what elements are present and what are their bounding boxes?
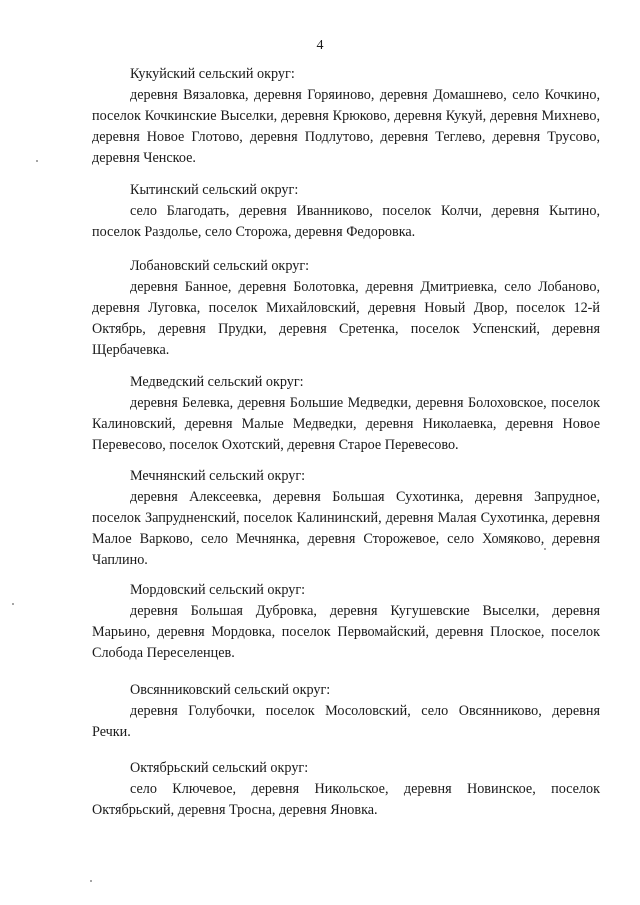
section-ovsyannikovo (92, 680, 600, 743)
page-number: 4 (316, 38, 324, 53)
scan-speck (544, 548, 546, 550)
section-title: Медведский сельский округ: (130, 374, 304, 390)
section-body: деревня Большая Дубровка, деревня Кугушевские Выселки, деревня Марьино, деревня Мордовка, поселок Первомайский, деревня Плоское, поселок Слобода Переселенцев. (92, 603, 600, 661)
section-mechnyanka (92, 466, 600, 571)
section-lobanovo (92, 256, 600, 361)
scan-speck (90, 880, 92, 882)
section-kukuy (92, 64, 600, 169)
section-body: село Ключевое, деревня Никольское, деревня Новинское, поселок Октябрьский, деревня Тросна, деревня Яновка. (92, 781, 600, 818)
section-body: деревня Белевка, деревня Большие Медведки, деревня Болоховское, поселок Калиновский, деревня Малые Медведки, деревня Николаевка, деревня Новое Перевесово, поселок Охотский, деревня Старое Перевесово. (92, 395, 600, 453)
section-body: деревня Голубочки, поселок Мосоловский, село Овсянниково, деревня Речки. (92, 703, 600, 740)
scan-speck (12, 603, 14, 605)
section-title: Мордовский сельский округ: (130, 582, 306, 598)
section-title: Кытинский сельский округ: (130, 182, 299, 198)
section-mordovka (92, 580, 600, 664)
section-body: село Благодать, деревня Иванниково, поселок Колчи, деревня Кытино, поселок Раздолье, село Сторожа, деревня Федоровка. (92, 203, 600, 240)
section-kytino (92, 180, 600, 243)
section-title: Октябрьский сельский округ: (130, 760, 309, 776)
section-oktyabrsky (92, 758, 600, 821)
section-body: деревня Вязаловка, деревня Горяиново, деревня Домашнево, село Кочкино, поселок Кочкинские Выселки, деревня Крюково, деревня Кукуй, деревня Михнево, деревня Новое Глотово, деревня Подлутово, деревня Теглево, деревня Трусово, деревня Ченское. (92, 87, 600, 166)
section-body: деревня Алексеевка, деревня Большая Сухотинка, деревня Запрудное, поселок Запрудненский, поселок Калининский, деревня Малая Сухотинка, деревня Малое Варково, село Мечнянка, деревня Сторожевое, село Хомяково, деревня Чаплино. (92, 489, 600, 568)
scan-speck (36, 160, 38, 162)
section-medvedki (92, 372, 600, 456)
section-title: Кукуйский сельский округ: (130, 66, 295, 82)
section-title: Мечнянский сельский округ: (130, 468, 306, 484)
section-body: деревня Банное, деревня Болотовка, деревня Дмитриевка, село Лобаново, деревня Луговка, поселок Михайловский, деревня Новый Двор, поселок 12-й Октябрь, деревня Прудки, деревня Сретенка, поселок Успенский, деревня Щербачевка. (92, 279, 600, 358)
section-title: Лобановский сельский округ: (130, 258, 310, 274)
section-title: Овсянниковский сельский округ: (130, 682, 331, 698)
